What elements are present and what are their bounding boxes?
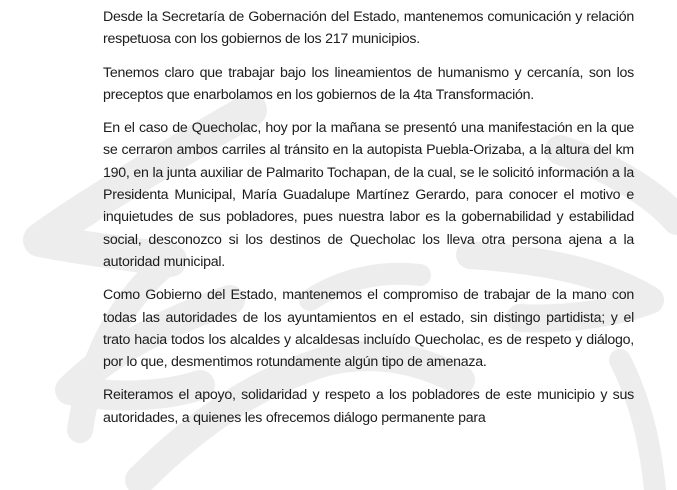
paragraph-1: Desde la Secretaría de Gobernación del Estado, mantenemos comunicación y relación respetuosa con los gobiernos de los 217 municipios.: [103, 9, 634, 48]
statement-body: [103, 6, 634, 440]
paragraph-3: En el caso de Quecholac, hoy por la mañana se presentó una manifestación en la que se cerraron ambos carriles al tránsito en la autopista Puebla-Orizaba, a la altura del km 190, en la junta auxiliar de Palmarito Tochapan, de la cual, se le solicitó información a la Presidenta Municipal, María Guadalupe Martínez Gerardo, para conocer el motivo e inquietudes de sus pobladores, pues nuestra labor es la gobernabilidad y estabilidad social, desconozco si los destinos de Quecholac los lleva otra persona ajena a la autoridad municipal.: [103, 120, 634, 270]
paragraph-2: Tenemos claro que trabajar bajo los lineamientos de humanismo y cercanía, son los preceptos que enarbolamos en los gobiernos de la 4ta Transformación.: [103, 64, 634, 103]
paragraph-5: Reiteramos el apoyo, solidaridad y respeto a los pobladores de este municipio y sus autoridades, a quienes les ofrecemos diálogo permanente para: [103, 387, 634, 426]
paragraph-4: Como Gobierno del Estado, mantenemos el compromiso de trabajar de la mano con todas las autoridades de los ayuntamientos en el estado, sin distingo partidista; y el trato hacia todos los alcaldes y alcaldesas incluído Quecholac, es de respeto y diálogo, por lo que, desmentimos rotundamente algún tipo de amenaza.: [103, 287, 634, 371]
